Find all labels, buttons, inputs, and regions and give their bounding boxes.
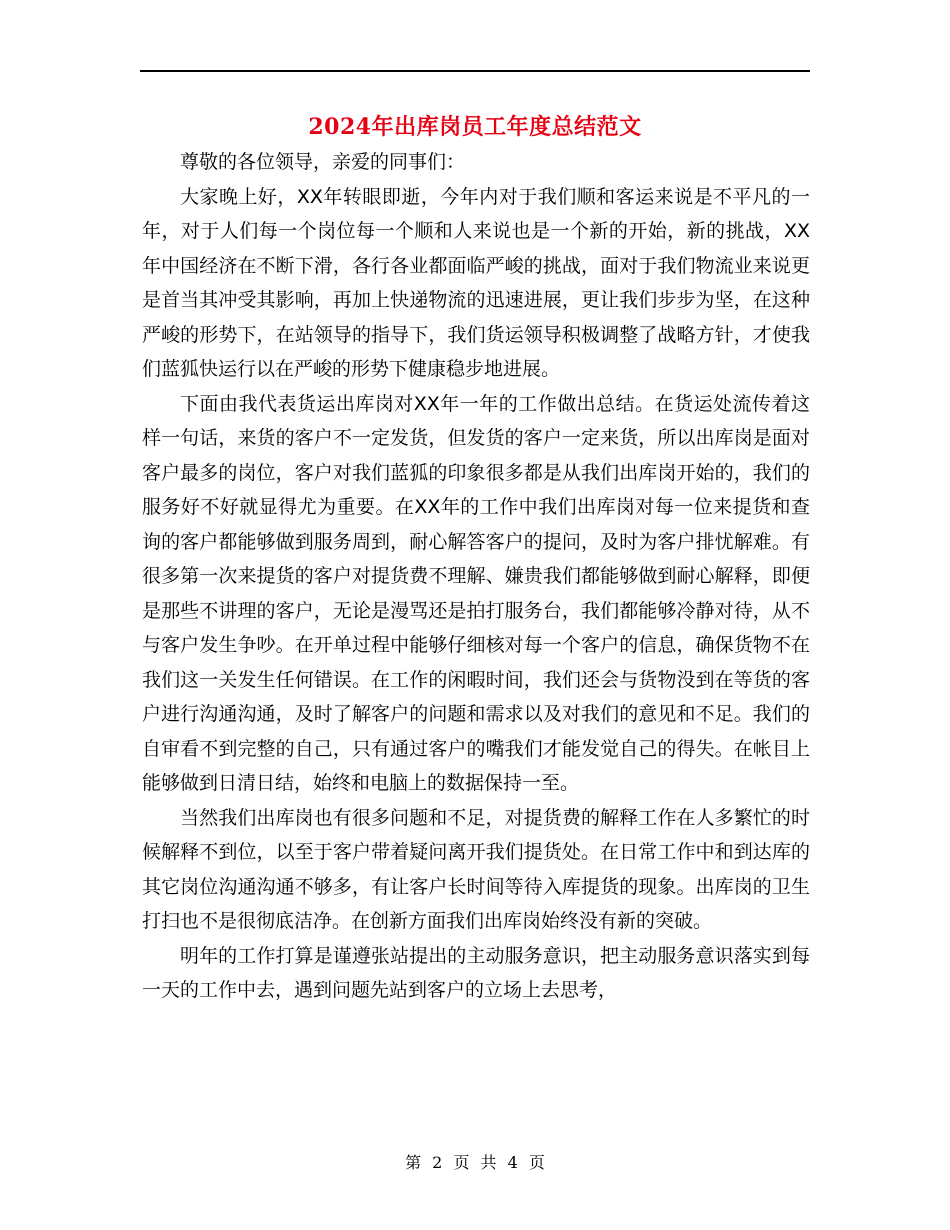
page-number-footer: 第 2 页 共 4 页 (405, 1153, 545, 1172)
paragraph-intro: 大家晚上好，XX年转眼即逝，今年内对于我们顺和客运来说是不平凡的一年，对于人们每一个岗位每一个顺和人来说也是一个新的开始，新的挑战，XX年中国经济在不断下滑，各行各业都面临严峻的挑战，面对于我们物流业来说更是首当其冲受其影响，再加上快递物流的迅速进展，更让我们步步为坚，在这种严峻的形势下，在站领导的指导下，我们货运领导积极调整了战略方针，才使我们蓝狐快运行以在严峻的形势下健康稳步地进展。 (142, 185, 810, 380)
paragraph-problems: 当然我们出库岗也有很多问题和不足，对提货费的解释工作在人多繁忙的时候解释不到位，以至于客户带着疑问离开我们提货处。在日常工作中和到达库的其它岗位沟通沟通不够多，有让客户长时间等待入库提货的现象。出库岗的卫生打扫也不是很彻底洁净。在创新方面我们出库岗始终没有新的突破。 (142, 806, 810, 932)
document-title: 2024年出库岗员工年度总结范文 (308, 114, 642, 140)
paragraph-plan: 明年的工作打算是谨遵张站提出的主动服务意识，把主动服务意识落实到每一天的工作中去，遇到问题先站到客户的立场上去思考， (142, 944, 810, 1001)
paragraph-summary: 下面由我代表货运出库岗对XX年一年的工作做出总结。在货运处流传着这样一句话，来货的客户不一定发货，但发货的客户一定来货，所以出库岗是面对客户最多的岗位，客户对我们蓝狐的印象很多都是从我们出库岗开始的，我们的服务好不好就显得尤为重要。在XX年的工作中我们出库岗对每一位来提货和查询的客户都能够做到服务周到，耐心解答客户的提问，及时为客户排忧解难。有很多第一次来提货的客户对提货费不理解、嫌贵我们都能够做到耐心解释，即便是那些不讲理的客户，无论是漫骂还是拍打服务台，我们都能够冷静对待，从不与客户发生争吵。在开单过程中能够仔细核对每一个客户的信息，确保货物不在我们这一关发生任何错误。在工作的闲暇时间，我们还会与货物没到在等货的客户进行沟通沟通，及时了解客户的问题和需求以及对我们的意见和不足。我们的自审看不到完整的自己，只有通过客户的嘴我们才能发觉自己的得失。在帐目上能够做到日清日结，始终和电脑上的数据保持一至。 (142, 392, 810, 794)
paragraph-greeting: 尊敬的各位领导，亲爱的同事们： (180, 151, 466, 173)
header-rule (140, 70, 810, 72)
document-body (142, 145, 810, 1008)
